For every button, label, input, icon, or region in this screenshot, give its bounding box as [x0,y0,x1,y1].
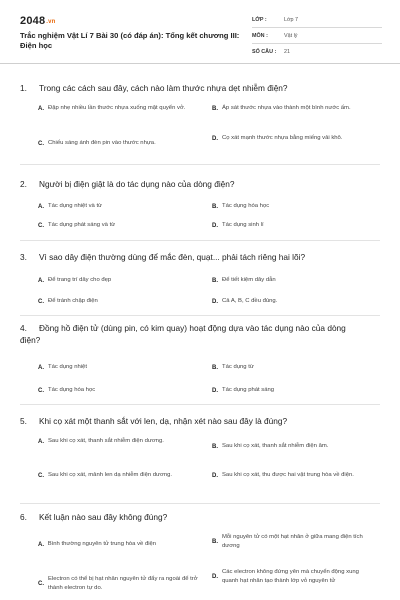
option-b[interactable] [212,276,382,285]
option-text: Tác dụng hóa học [222,203,270,209]
option-letter: D. [212,135,218,142]
logo-suffix: .vn [46,19,56,25]
meta-value: Lớp 7 [284,16,299,23]
option-text: Tác dụng nhiệt [48,364,87,370]
option-c[interactable] [38,386,208,395]
option-d[interactable] [212,471,382,480]
question-text: Trong các cách sau đây, cách nào làm thước nhựa dẹt nhiễm điện? [39,83,288,93]
meta-label: LỚP : [252,16,267,23]
page-title: Trắc nghiệm Vật Lí 7 Bài 30 (có đáp án): Tổng kết chương III: Điện học [20,31,240,50]
question-number: 3. [20,252,27,262]
option-letter: A. [38,203,44,210]
option-text: Đập nhẹ nhiều lần thước nhựa xuống mặt quyển vở. [48,105,186,111]
option-a[interactable] [38,104,198,113]
option-letter: B. [212,203,218,210]
option-letter: D. [212,387,218,394]
option-text: Tác dụng sinh lí [222,222,264,228]
option-letter: C. [38,298,44,305]
option-text: Chiếu sáng ánh đèn pin vào thước nhựa. [48,140,156,146]
question-number: 6. [20,512,27,522]
option-text: Tác dụng phát sáng và từ [48,222,116,228]
option-text: Tác dụng từ [222,364,254,370]
option-letter: B. [212,443,218,450]
site-logo[interactable] [20,15,56,27]
meta-row-count [252,44,382,60]
option-text: Sau khi cọ xát, thanh sắt nhiễm điện dương. [48,438,164,444]
option-b[interactable] [212,363,382,372]
option-b[interactable] [212,533,382,551]
question-title [20,322,360,346]
divider [20,404,380,405]
option-a[interactable] [38,540,208,549]
option-text: Sau khi cọ xát, mảnh len dạ nhiễm điện dương. [48,472,173,478]
option-letter: A. [38,277,44,284]
option-c[interactable] [38,297,208,306]
logo-main: 2048 [20,15,46,27]
option-text: Sau khi cọ xát, thanh sắt nhiễm điện âm. [222,443,329,449]
option-a[interactable] [38,363,208,372]
meta-label: SỐ CÂU : [252,49,277,55]
option-text: Để tiết kiệm dây dẫn [222,277,276,283]
option-letter: C. [38,581,44,587]
option-text: Tác dụng nhiệt và từ [48,203,103,209]
question-title [20,511,360,523]
option-text: Để trang trí dây cho đẹp [48,277,112,283]
option-text: Electron có thể bị hạt nhân nguyên tử đẩy ra ngoài để trở thành electron tự do. [48,576,198,591]
meta-row-class [252,12,382,28]
option-b[interactable] [212,202,382,211]
option-a[interactable] [38,202,208,211]
divider [20,240,380,241]
option-letter: D. [212,574,218,580]
option-letter: A. [38,541,44,548]
question-title [20,82,360,94]
option-c[interactable] [38,575,208,593]
option-d[interactable] [212,386,382,395]
meta-label: MÔN : [252,32,268,39]
option-text: Các electron không đứng yên mà chuyển động xung quanh hạt nhân tạo thành lớp vỏ nguyên tử [222,569,359,584]
option-text: Cả A, B, C đều đúng. [222,298,278,304]
option-c[interactable] [38,471,208,480]
option-letter: A. [38,105,44,112]
option-d[interactable] [212,134,382,143]
option-text: Tác dụng hóa học [48,387,96,393]
question-number: 2. [20,179,27,189]
option-d[interactable] [212,221,382,230]
option-b[interactable] [212,442,382,451]
option-text: Bình thường nguyên tử trung hòa về điện [47,541,157,547]
option-letter: B. [212,364,218,371]
option-text: Cọ xát mạnh thước nhựa bằng miếng vải khô. [222,135,343,141]
option-text: Tác dụng phát sáng [222,387,275,393]
question-text: Vì sao dây điện thường dùng để mắc đèn, quạt... phải tách riêng hai lõi? [39,252,306,262]
question-number: 4. [20,323,27,333]
option-b[interactable] [212,104,382,113]
option-letter: C. [38,387,44,394]
question-title [20,415,360,427]
option-c[interactable] [38,221,208,230]
question-text: Kết luận nào sau đây không đúng? [39,512,168,522]
divider [20,164,380,165]
meta-value: Vật lý [284,32,298,39]
option-text: Áp sát thước nhựa vào thành một bình nước ấm. [222,105,351,111]
option-text: Mỗi nguyên tử có một hạt nhân ở giữa mang điện tích dương [222,534,363,549]
option-letter: D. [212,298,218,305]
option-letter: B. [212,277,218,284]
question-title [20,251,360,263]
page-header [0,0,400,64]
option-a[interactable] [38,276,208,285]
option-text: Để tránh chập điện [48,298,98,304]
option-d[interactable] [212,297,382,306]
option-letter: D. [212,222,218,229]
meta-value: 21 [284,49,290,55]
option-letter: D. [212,472,218,479]
divider [20,315,380,316]
question-number: 1. [20,83,27,93]
option-letter: A. [38,438,44,445]
option-letter: A. [38,364,44,371]
meta-table [252,12,382,60]
option-letter: C. [38,140,44,147]
option-text: Sau khi cọ xát, thu được hai vật trung hòa về điện. [222,472,354,478]
question-title [20,178,360,190]
meta-row-subject [252,28,382,44]
question-text: Người bị điện giật là do tác dụng nào của dòng điện? [39,179,235,189]
question-number: 5. [20,416,27,426]
option-letter: B. [212,105,218,112]
option-letter: C. [38,222,44,229]
divider [20,503,380,504]
option-c[interactable] [38,139,208,148]
question-text: Khi cọ xát một thanh sắt với len, dạ, nhận xét nào sau đây là đúng? [39,416,288,426]
option-d[interactable] [212,568,382,586]
option-a[interactable] [38,437,208,446]
option-letter: B. [212,539,218,545]
option-letter: C. [38,472,44,479]
question-text: Đồng hồ điện tử (dùng pin, có kim quay) hoạt động dựa vào tác dụng nào của dòng điện? [20,323,346,345]
